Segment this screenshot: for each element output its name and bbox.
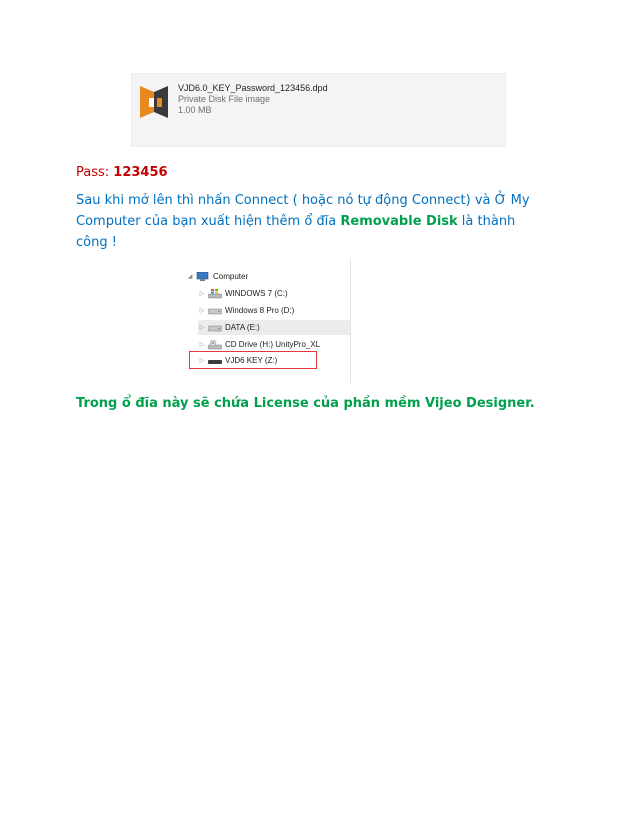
tree-item-computer[interactable] [186,269,350,284]
collapsed-arrow-icon: ▷ [199,308,205,314]
tree-item-cd-drive[interactable] [198,337,350,352]
computer-icon [196,272,210,282]
description-line-1: Sau khi mở lên thì nhấn Connect ( hoặc nó tự động Connect) và Ở My [76,193,530,208]
vjd6-key-highlight-box [189,351,317,369]
private-disk-file-icon [138,82,174,122]
tree-item-data-drive[interactable] [198,320,350,335]
final-note: Trong ổ đĩa này sẽ chứa License của phần mềm Vijeo Designer. [76,396,535,411]
file-details [178,83,328,116]
password-value: 123456 [113,165,168,180]
tree-item-windows8-drive[interactable] [198,303,350,318]
tree-item-label: Computer [213,272,249,281]
tree-item-label: CD Drive (H:) UnityPro_XL [225,340,321,349]
description-line-3: công ! [76,235,117,250]
file-name: VJD6.0_KEY_Password_123456.dpd [178,83,328,93]
password-line [76,165,168,180]
hard-drive-icon [208,306,222,316]
explorer-tree-screenshot [186,259,451,383]
expanded-arrow-icon: ◢ [187,274,193,280]
collapsed-arrow-icon: ▷ [199,358,205,364]
cd-drive-icon [208,340,222,350]
windows-drive-icon [208,289,222,299]
tree-item-label: Windows 8 Pro (D:) [225,306,295,315]
pane-divider [350,259,351,383]
tree-item-label: VJD6 KEY (Z:) [225,356,278,365]
file-type: Private Disk File image [178,94,271,104]
collapsed-arrow-icon: ▷ [199,325,205,331]
file-size: 1.00 MB [178,105,212,115]
description-paragraph [76,190,566,253]
description-line-2 [76,211,566,232]
removable-disk-emphasis: Removable Disk [340,214,458,229]
description-line-2-prefix: Computer của bạn xuất hiện thêm ổ đĩa [76,214,341,229]
tree-item-label: WINDOWS 7 (C:) [225,289,288,298]
tree-item-label: DATA (E:) [225,323,260,332]
file-thumbnail-image [131,73,506,147]
hard-drive-icon [208,323,222,333]
tree-item-windows7-drive[interactable] [198,286,350,301]
password-label: Pass: [76,165,110,180]
description-line-2-suffix: là thành [457,214,516,229]
collapsed-arrow-icon: ▷ [199,291,205,297]
collapsed-arrow-icon: ▷ [199,342,205,348]
